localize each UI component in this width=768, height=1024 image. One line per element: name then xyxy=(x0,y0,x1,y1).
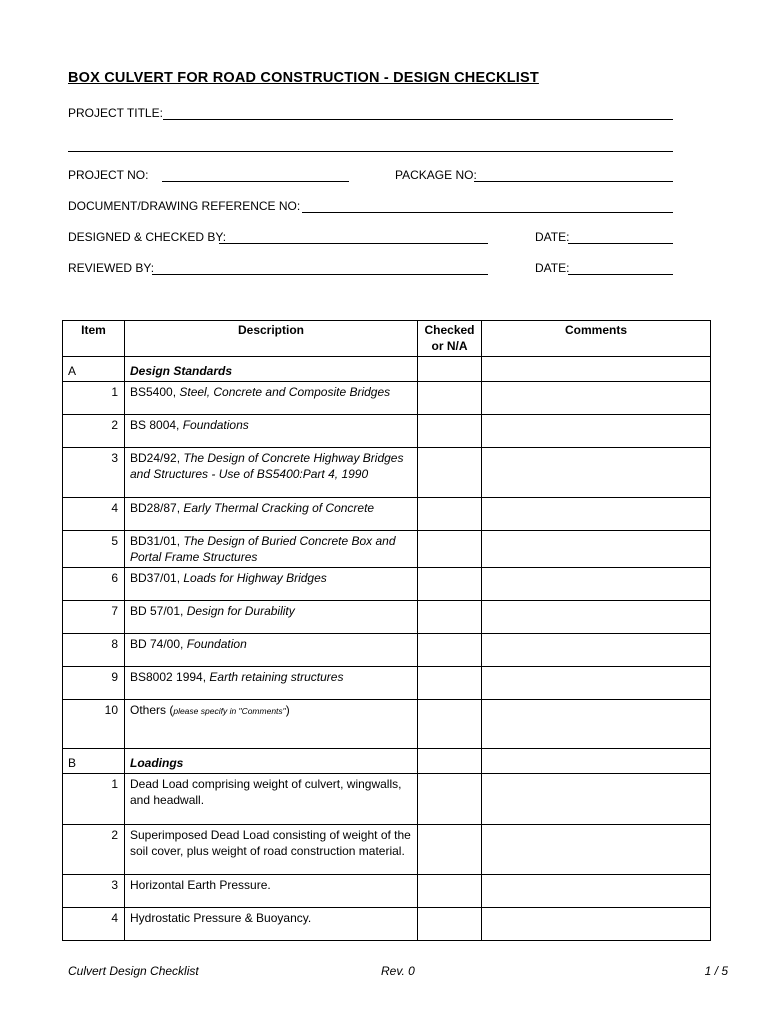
item-description: Horizontal Earth Pressure. xyxy=(125,875,418,908)
item-number: 7 xyxy=(63,601,125,634)
item-number: 4 xyxy=(63,908,125,941)
table-row xyxy=(63,667,711,700)
reviewed-by-line[interactable] xyxy=(152,274,488,275)
comments-cell[interactable] xyxy=(482,774,711,825)
section-b-title: Loadings xyxy=(125,749,418,774)
item-description: Hydrostatic Pressure & Buoyancy. xyxy=(125,908,418,941)
checklist-table xyxy=(62,320,711,941)
comments-cell[interactable] xyxy=(482,415,711,448)
table-row xyxy=(63,634,711,667)
comments-cell[interactable] xyxy=(482,875,711,908)
header-checked xyxy=(418,321,482,357)
checked-cell[interactable] xyxy=(418,601,482,634)
item-reference: BS 8004, xyxy=(130,418,183,432)
comments-cell[interactable] xyxy=(482,382,711,415)
comments-cell[interactable] xyxy=(482,700,711,749)
others-text: Others ( xyxy=(130,703,174,717)
item-description xyxy=(125,448,418,498)
item-description: Dead Load comprising weight of culvert, wingwalls, and headwall. xyxy=(125,774,418,825)
item-title: The Design of Buried Concrete Box and Portal Frame Structures xyxy=(130,534,396,564)
item-number: 2 xyxy=(63,415,125,448)
item-reference: BD37/01, xyxy=(130,571,184,585)
footer-page-number: 1 / 5 xyxy=(704,964,728,978)
comments-cell[interactable] xyxy=(482,531,711,568)
item-number: 9 xyxy=(63,667,125,700)
designed-checked-label: DESIGNED & CHECKED BY: xyxy=(68,230,227,244)
item-number: 1 xyxy=(63,774,125,825)
item-title: Design for Durability xyxy=(186,604,295,618)
checked-cell[interactable] xyxy=(418,667,482,700)
date-line-1[interactable] xyxy=(568,243,673,244)
project-title-line-2[interactable] xyxy=(68,151,673,152)
item-title: Foundation xyxy=(186,637,247,651)
comments-cell[interactable] xyxy=(482,825,711,875)
footer-revision: Rev. 0 xyxy=(381,964,415,978)
checked-cell[interactable] xyxy=(418,448,482,498)
project-title-label: PROJECT TITLE: xyxy=(68,106,163,120)
table-row xyxy=(63,498,711,531)
header-comments: Comments xyxy=(482,321,711,357)
checked-cell[interactable] xyxy=(418,634,482,667)
section-b-letter: B xyxy=(63,749,125,774)
comments-cell[interactable] xyxy=(482,568,711,601)
package-no-label: PACKAGE NO: xyxy=(395,168,477,182)
date-label-2: DATE: xyxy=(535,261,570,275)
checked-cell[interactable] xyxy=(418,382,482,415)
document-title: BOX CULVERT FOR ROAD CONSTRUCTION - DESIGN CHECKLIST xyxy=(68,70,539,86)
item-description xyxy=(125,382,418,415)
item-title: Earth retaining structures xyxy=(209,670,344,684)
checked-cell[interactable] xyxy=(418,568,482,601)
item-title: Early Thermal Cracking of Concrete xyxy=(183,501,375,515)
item-number: 6 xyxy=(63,568,125,601)
table-row xyxy=(63,700,711,749)
document-ref-label: DOCUMENT/DRAWING REFERENCE NO: xyxy=(68,199,301,213)
section-a-row xyxy=(63,357,711,382)
table-row xyxy=(63,415,711,448)
item-reference: BD 74/00, xyxy=(130,637,187,651)
section-b-row xyxy=(63,749,711,774)
section-a-letter: A xyxy=(63,357,125,382)
item-reference: BD28/87, xyxy=(130,501,184,515)
table-row xyxy=(63,448,711,498)
item-description xyxy=(125,634,418,667)
checked-cell[interactable] xyxy=(418,774,482,825)
checked-cell[interactable] xyxy=(418,498,482,531)
item-description xyxy=(125,568,418,601)
item-description xyxy=(125,667,418,700)
item-title: Loads for Highway Bridges xyxy=(183,571,327,585)
table-row xyxy=(63,601,711,634)
table-row xyxy=(63,531,711,568)
project-no-label: PROJECT NO: xyxy=(68,168,149,182)
item-description xyxy=(125,601,418,634)
item-description xyxy=(125,700,418,749)
project-title-line[interactable] xyxy=(163,119,673,120)
item-description xyxy=(125,498,418,531)
item-title: Steel, Concrete and Composite Bridges xyxy=(179,385,391,399)
date-label-1: DATE: xyxy=(535,230,570,244)
item-reference: BD24/92, xyxy=(130,451,184,465)
others-close: ) xyxy=(285,703,290,717)
checked-cell[interactable] xyxy=(418,825,482,875)
comments-cell[interactable] xyxy=(482,498,711,531)
item-description: Superimposed Dead Load consisting of weight of the soil cover, plus weight of road construction material. xyxy=(125,825,418,875)
item-number: 3 xyxy=(63,875,125,908)
designed-checked-line[interactable] xyxy=(219,243,488,244)
item-description xyxy=(125,415,418,448)
table-row xyxy=(63,825,711,875)
header-checked-line2: or N/A xyxy=(431,339,468,353)
item-description xyxy=(125,531,418,568)
table-row xyxy=(63,382,711,415)
reviewed-by-label: REVIEWED BY: xyxy=(68,261,155,275)
comments-cell[interactable] xyxy=(482,448,711,498)
table-row xyxy=(63,774,711,825)
item-title: Foundations xyxy=(182,418,249,432)
checked-cell[interactable] xyxy=(418,700,482,749)
item-number: 2 xyxy=(63,825,125,875)
table-row xyxy=(63,908,711,941)
footer-doc-name: Culvert Design Checklist xyxy=(68,964,199,978)
comments-cell[interactable] xyxy=(482,667,711,700)
table-row xyxy=(63,875,711,908)
checked-cell[interactable] xyxy=(418,875,482,908)
header-item: Item xyxy=(63,321,125,357)
checked-cell[interactable] xyxy=(418,531,482,568)
table-row xyxy=(63,568,711,601)
package-no-line[interactable] xyxy=(474,181,673,182)
item-number: 8 xyxy=(63,634,125,667)
item-title: The Design of Concrete Highway Bridges and Structures - Use of BS5400:Part 4, 1990 xyxy=(130,451,404,481)
item-reference: BD 57/01, xyxy=(130,604,187,618)
item-number: 3 xyxy=(63,448,125,498)
date-line-2[interactable] xyxy=(568,274,673,275)
project-no-line[interactable] xyxy=(162,181,349,182)
table-header-row xyxy=(63,321,711,357)
header-checked-line1: Checked xyxy=(424,323,475,337)
item-number: 4 xyxy=(63,498,125,531)
header-description: Description xyxy=(125,321,418,357)
comments-cell[interactable] xyxy=(482,908,711,941)
comments-cell[interactable] xyxy=(482,634,711,667)
others-note: please specify in "Comments" xyxy=(173,706,286,716)
item-number: 10 xyxy=(63,700,125,749)
document-ref-line[interactable] xyxy=(302,212,673,213)
checked-cell[interactable] xyxy=(418,908,482,941)
item-reference: BS8002 1994, xyxy=(130,670,210,684)
item-number: 1 xyxy=(63,382,125,415)
comments-cell[interactable] xyxy=(482,601,711,634)
checked-cell[interactable] xyxy=(418,415,482,448)
section-a-title: Design Standards xyxy=(125,357,418,382)
item-reference: BD31/01, xyxy=(130,534,184,548)
item-reference: BS5400, xyxy=(130,385,180,399)
item-number: 5 xyxy=(63,531,125,568)
